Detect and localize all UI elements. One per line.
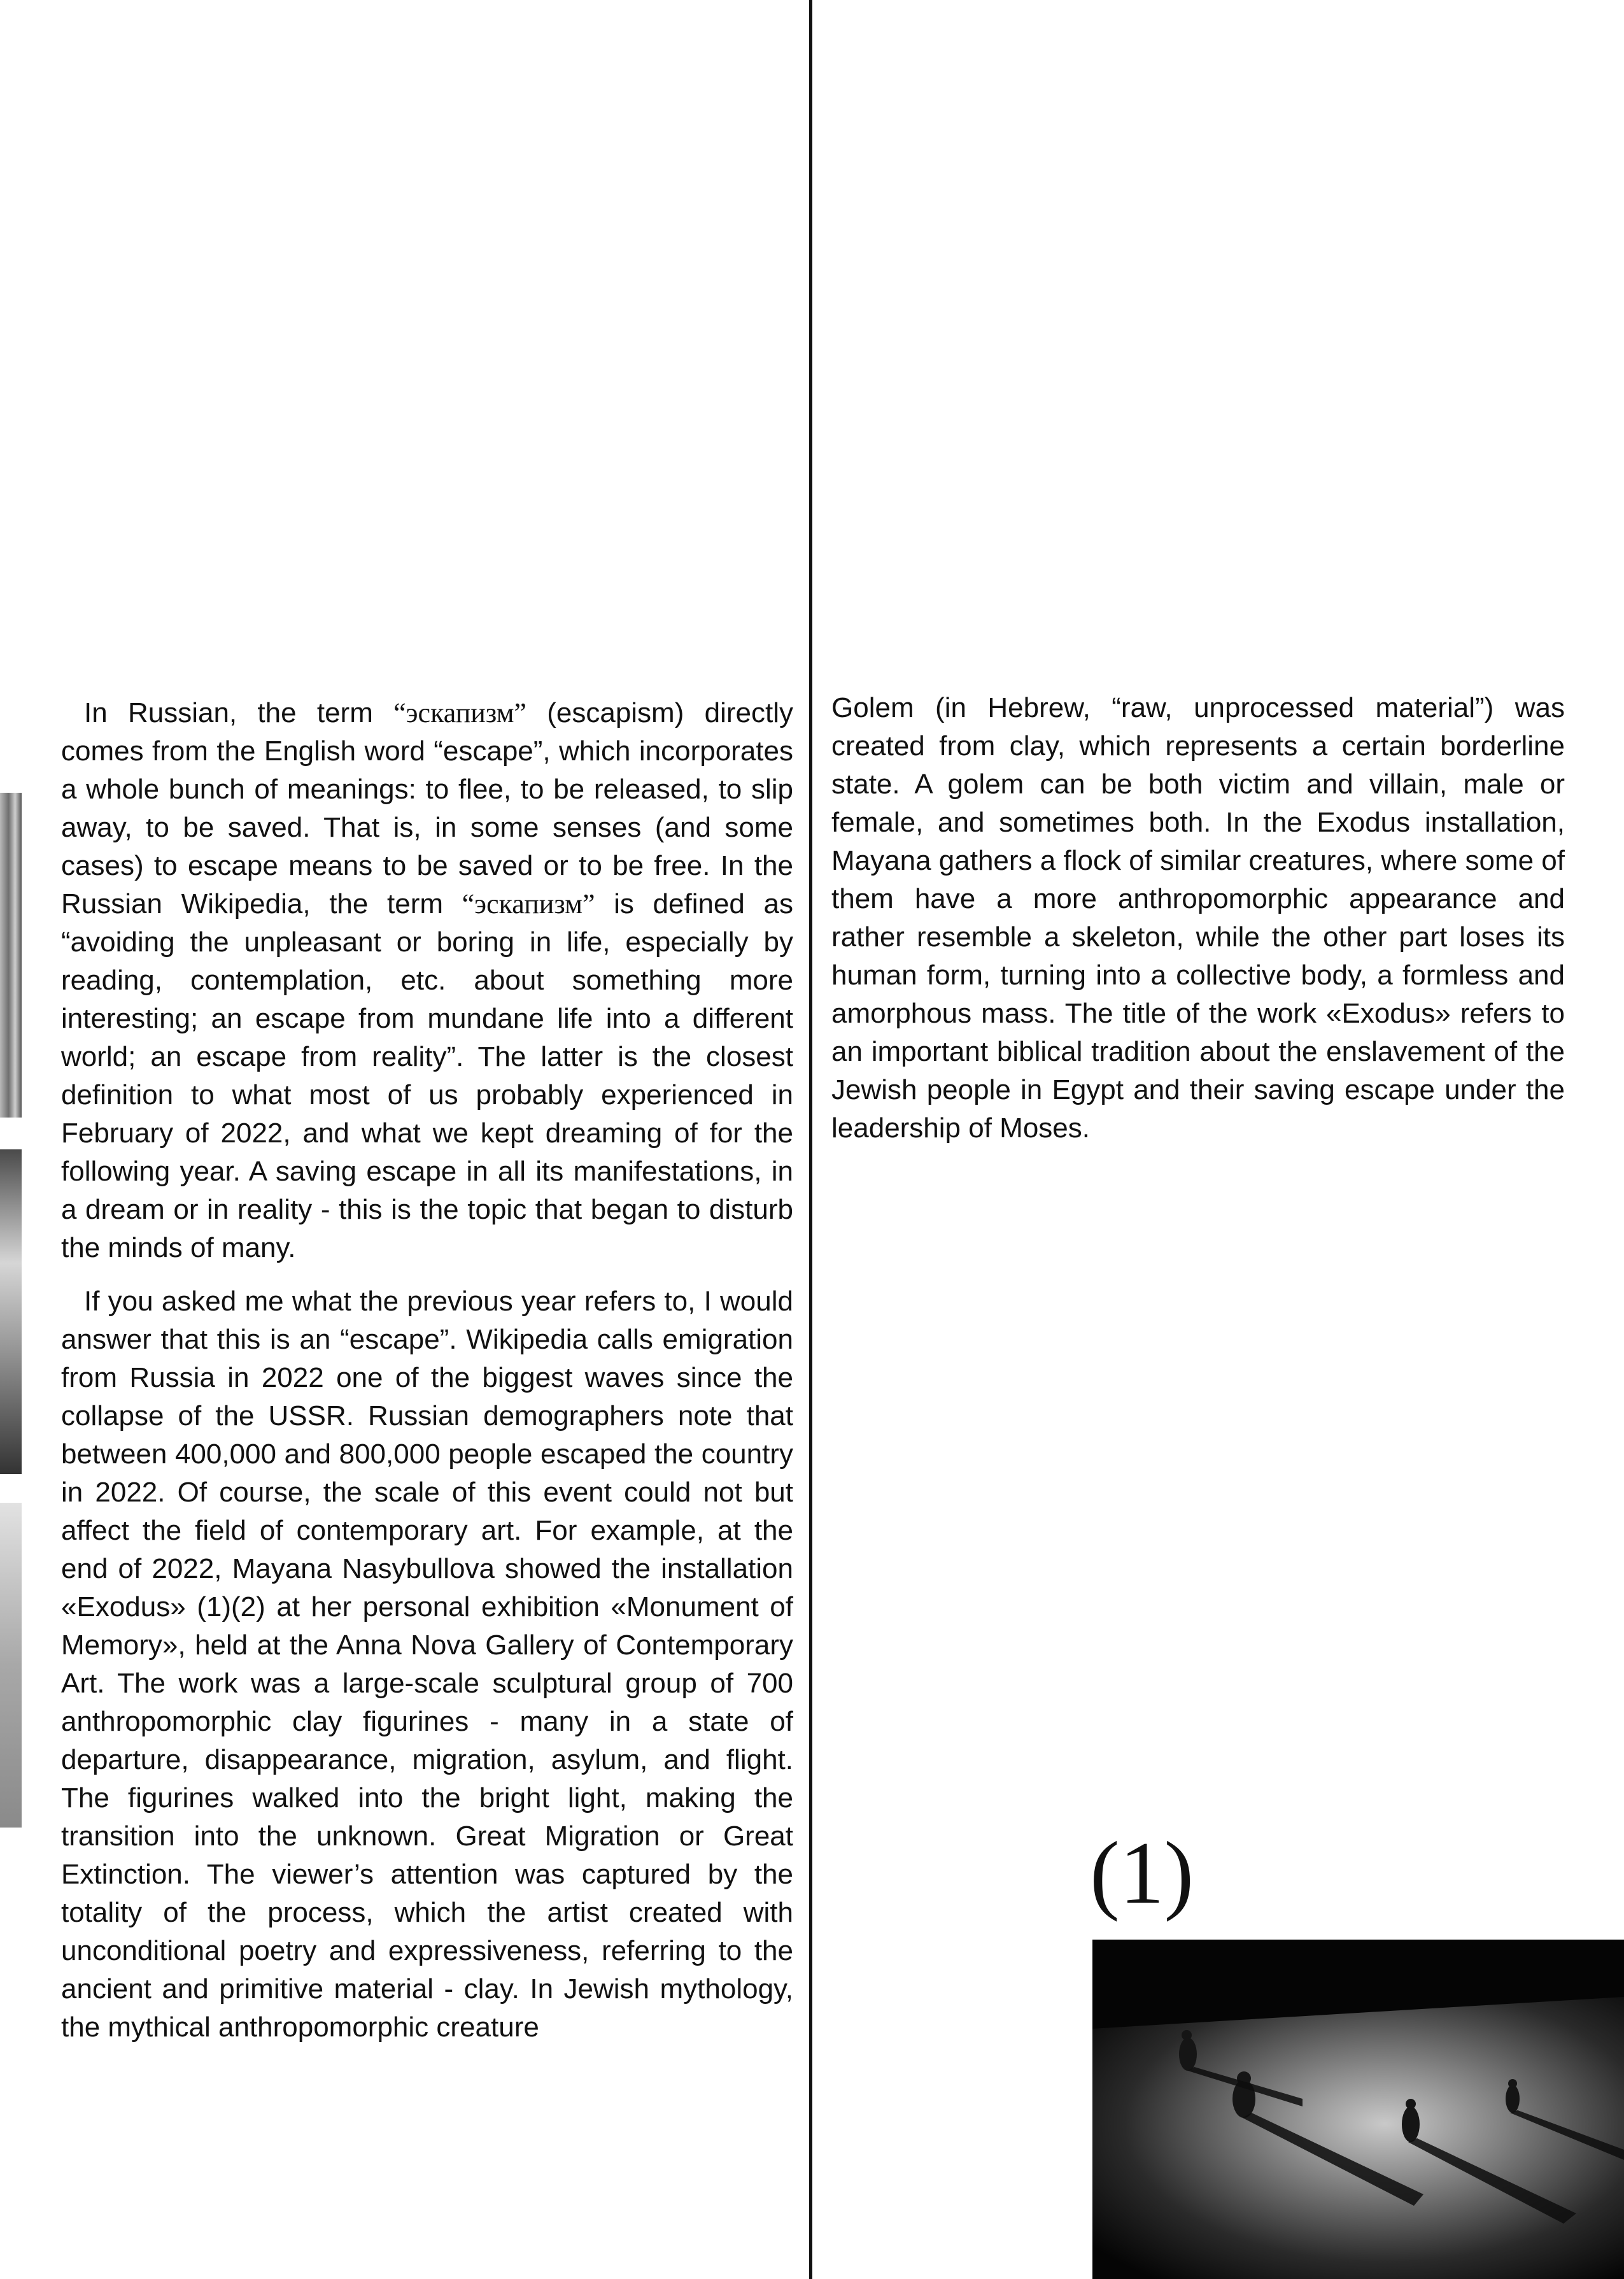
right-text-column [831, 689, 1565, 1147]
photo-illustration [1092, 1940, 1624, 2279]
cropped-photo-left-3 [0, 1503, 22, 1828]
paragraph-golem: Golem (in Hebrew, “raw, unprocessed material”) was created from clay, which represents a certain borderline state. A golem can be both victim and villain, male or female, and sometimes both. In the Exodus installation, Mayana gathers a flock of similar creatures, where some of them have a more anthropomorphic appearance and rather resemble a skeleton, while the other part loses its human form, turning into a collective body, a formless and amorphous mass. The title of the work «Exodus» refers to an important biblical tradition about the enslavement of the Jewish people in Egypt and their saving escape under the leadership of Moses. [831, 692, 1565, 1144]
exodus-installation-photo [1092, 1940, 1624, 2279]
column-divider [809, 0, 812, 2279]
text-run: In Russian, the term [84, 697, 394, 728]
text-run: (escapism) directly comes from the English word “escape”, which incorporates a whole bunch of meanings: to flee, to be released, to slip away, to be saved. That is, in some senses (and some cases) to escape means to be saved or to be free. In the Russian Wikipedia, the term [61, 697, 793, 919]
figure-number: (1) [1090, 1824, 1194, 1922]
cropped-photo-left-2 [0, 1149, 22, 1474]
russian-term: “эскапизм” [462, 888, 595, 919]
paragraph-escapism-term [61, 694, 793, 1267]
russian-term: “эскапизм” [393, 697, 526, 728]
cropped-photo-left-1 [0, 793, 22, 1118]
left-text-column [61, 694, 793, 2047]
text-run: is defined as “avoiding the unpleasant or boring in life, especially by reading, contemplation, etc. about something more interesting; an escape from mundane life into a different world; an escape from reality”. The latter is the closest definition to what most of us probably experienced in February of 2022, and what we kept dreaming of for the following year. A saving escape in all its manifestations, in a dream or in reality - this is the topic that began to disturb the minds of many. [61, 888, 793, 1263]
paragraph-emigration: If you asked me what the previous year refers to, I would answer that this is an “escape”. Wikipedia calls emigration from Russia in 2022 one of the biggest waves since the collapse of the USSR. Russian demographers note that between 400,000 and 800,000 people escaped the country in 2022. Of course, the scale of this event could not but affect the field of contemporary art. For example, at the end of 2022, Mayana Nasybullova showed the installation «Exodus» (1)(2) at her personal exhibition «Monument of Memory», held at the Anna Nova Gallery of Contemporary Art. The work was a large-scale sculptural group of 700 anthropomorphic clay figurines - many in a state of departure, disappearance, migration, asylum, and flight. The figurines walked into the bright light, making the transition into the unknown. Great Migration or Great Extinction. The viewer’s attention was captured by the totality of the process, which the artist created with unconditional poetry and expressiveness, referring to the ancient and primitive material - clay. In Jewish mythology, the mythical anthropomorphic creature [61, 1286, 793, 2043]
